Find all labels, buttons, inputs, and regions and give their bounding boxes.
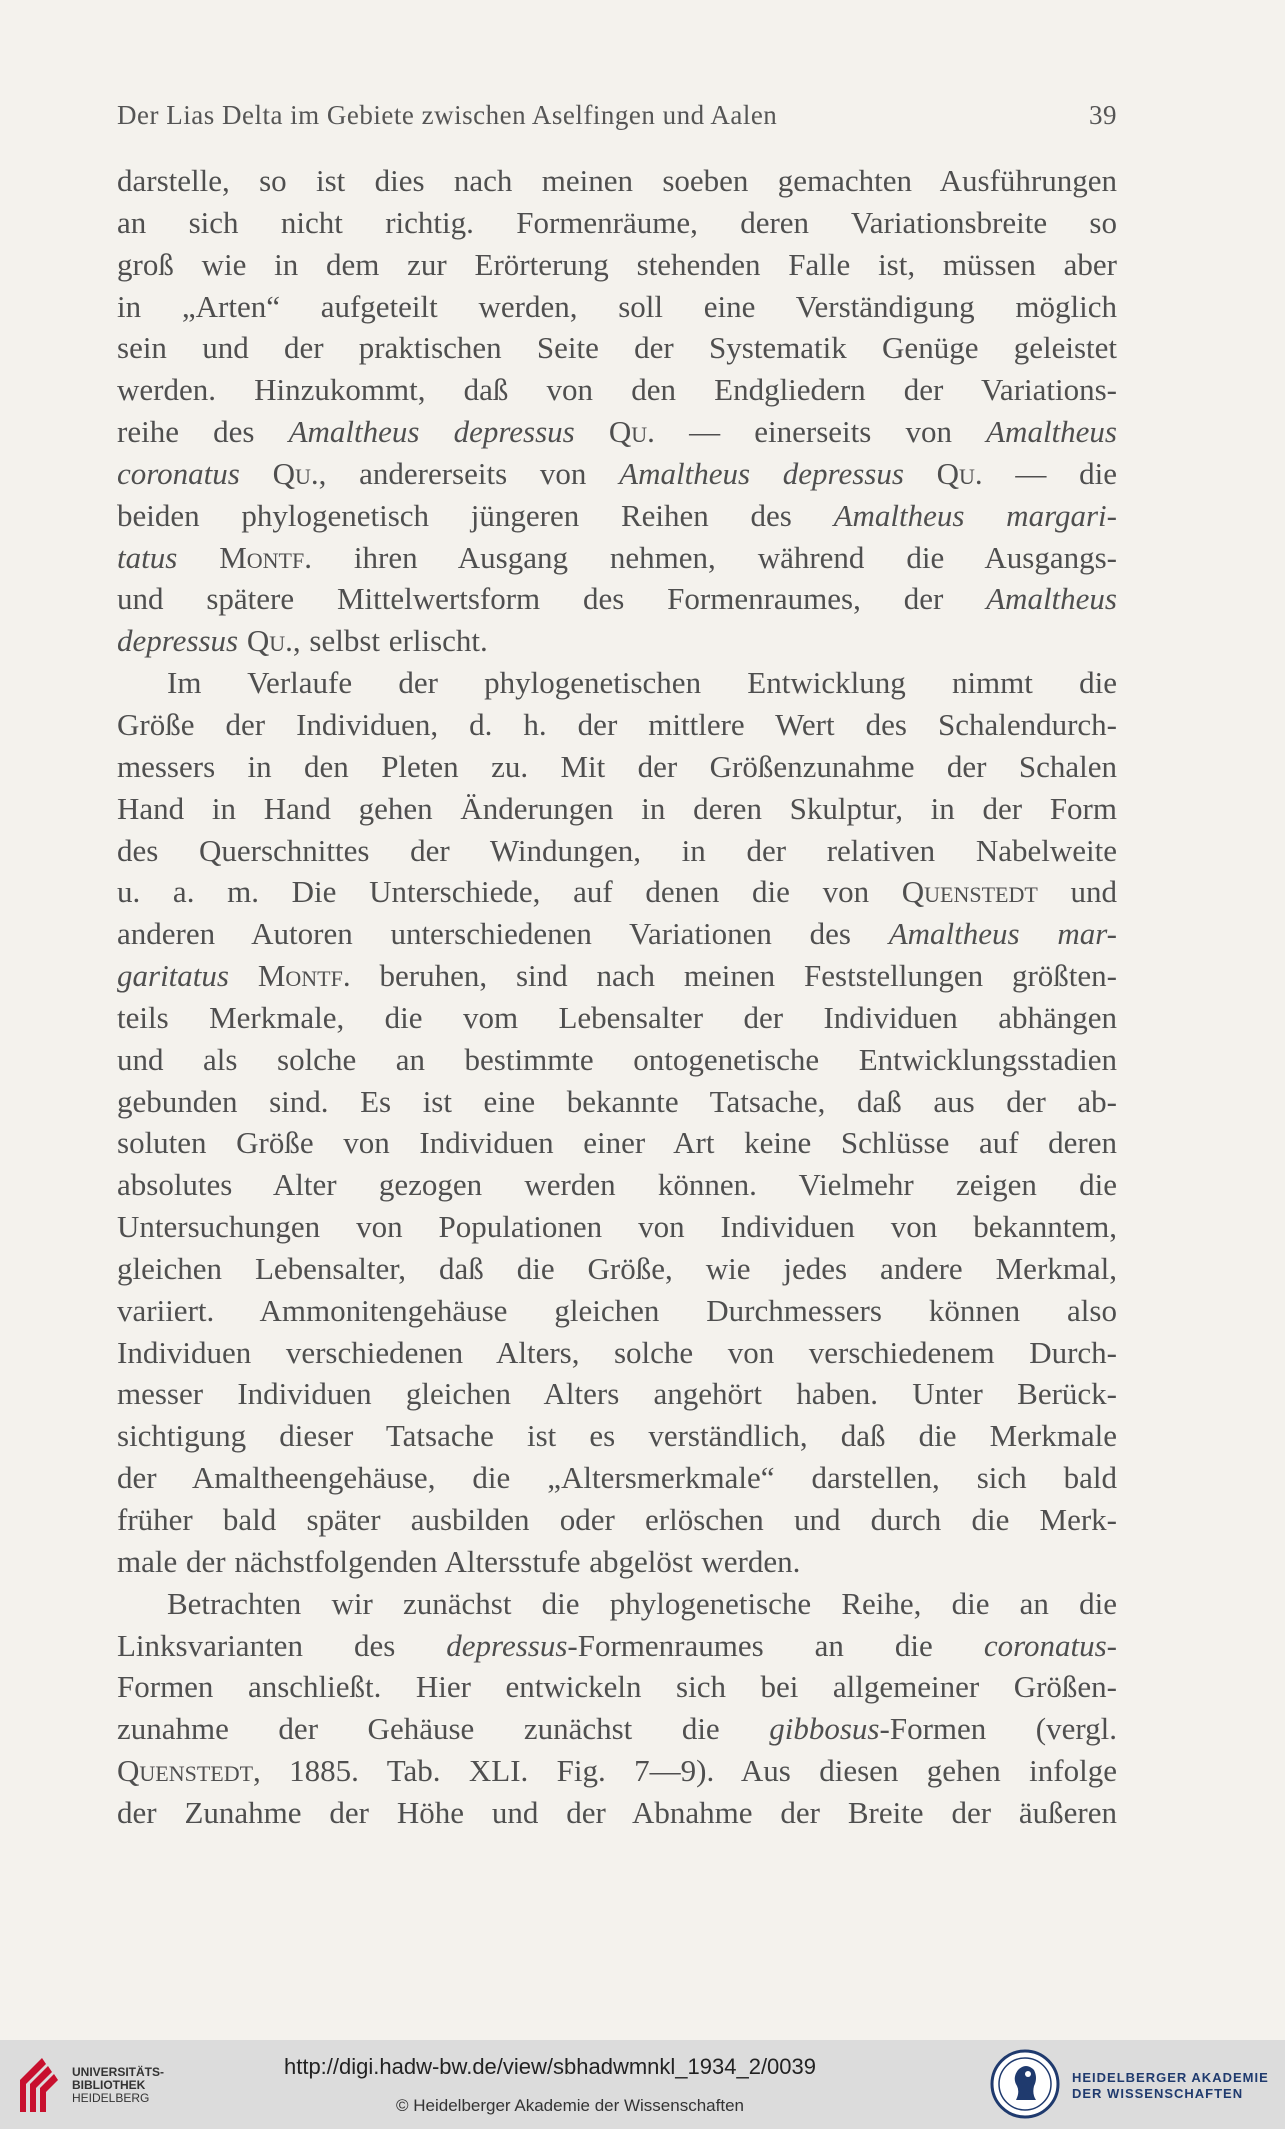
species-name: coronatus [983,1627,1107,1663]
text-line: sichtigung dieser Tatsache ist es verständlich, daß die Merkmale [117,1418,1117,1454]
species-name: garitatus [117,958,229,994]
species-name: Amaltheus [986,581,1117,617]
text-line: Individuen verschiedenen Alters, solche von verschiedenem Durch- [117,1334,1117,1370]
text-line: des Querschnittes der Windungen, in der relativen Nabelweite [117,832,1117,868]
text-line: Hand in Hand gehen Änderungen in deren Skulptur, in der Form [117,790,1117,826]
text-line: male der nächstfolgenden Altersstufe abgelöst werden. [117,1543,801,1579]
text-line: Untersuchungen von Populationen von Individuen von bekanntem, [117,1209,1117,1245]
running-head-title: Der Lias Delta im Gebiete zwischen Aselfingen und Aalen [117,100,778,130]
text-line: absolutes Alter gezogen werden können. Vielmehr zeigen die [117,1167,1117,1203]
academy-seal-icon [990,2048,1060,2120]
text-line: variiert. Ammonitengehäuse gleichen Durchmessers können also [117,1292,1117,1328]
text-line: soluten Größe von Individuen einer Art keine Schlüsse auf deren [117,1125,1117,1161]
text-line: Quenstedt, 1885. Tab. XLI. Fig. 7—9). Aus diesen gehen infolge [117,1753,1117,1789]
text-line: sein und der praktischen Seite der Systematik Genüge geleistet [117,330,1117,366]
author-abbrev: Qu. [246,623,293,659]
species-name: depressus [117,623,239,659]
text-line: darstelle, so ist dies nach meinen soeben gemachten Ausführungen [117,163,1117,198]
author-abbrev: Montf. [257,958,351,994]
species-name: coronatus [117,455,240,491]
text-line: anderen Autoren unterschiedenen Variationen des Amaltheus mar- [117,916,1117,952]
author-abbrev: Montf. [219,539,312,575]
species-name: Amaltheus [986,414,1117,450]
page-number: 39 [1089,100,1117,130]
text-line: früher bald später ausbilden oder erlöschen und durch die Merk- [117,1502,1117,1537]
viewer-footer [0,2040,1285,2129]
text-line: gebunden sind. Es ist eine bekannte Tatsache, daß aus der ab- [117,1083,1117,1119]
text-line: Betrachten wir zunächst die phylogenetische Reihe, die an die [167,1585,1117,1621]
text-line: messers in den Pleten zu. Mit der Größenzunahme der Schalen [117,748,1117,784]
author-abbrev: Qu. [608,414,655,450]
text-line: und als solche an bestimmte ontogenetische Entwicklungsstadien [117,1041,1117,1077]
body-text [117,160,1117,1834]
library-logo-icon [12,2054,64,2116]
text-line: beiden phylogenetisch jüngeren Reihen des Amaltheus margari- [117,497,1117,533]
text-line: teils Merkmale, die vom Lebensalter der Individuen abhängen [117,999,1117,1035]
text-line: Formen anschließt. Hier entwickeln sich bei allgemeiner Größen- [117,1669,1117,1705]
text-line: werden. Hinzukommt, daß von den Endgliedern der Variations- [117,372,1117,408]
permalink-url[interactable]: http://digi.hadw-bw.de/view/sbhadwmnkl_1934_2/0039 [283,2054,817,2079]
academy-logo[interactable] [990,2048,1280,2122]
text-line: der Amaltheengehäuse, die „Altersmerkmale“ darstellen, sich bald [117,1460,1117,1496]
text-line: depressus Qu., selbst erlischt. [117,623,488,659]
academy-name: HEIDELBERGER AKADEMIE DER WISSENSCHAFTEN [1072,2070,1269,2101]
author-abbrev: Qu. [936,455,983,491]
text-line: garitatus Montf. beruhen, sind nach meinen Feststellungen größten- [117,958,1117,994]
author-name: Quenstedt [117,1753,254,1789]
text-line: coronatus Qu., andererseits von Amaltheus depressus Qu. — die [117,455,1118,491]
text-line: der Zunahme der Höhe und der Abnahme der Breite der äußeren [117,1794,1117,1830]
text-line: reihe des Amaltheus depressus Qu. — einerseits von Amaltheus [117,414,1117,450]
species-name: Amaltheus margari- [833,497,1117,533]
text-line: u. a. m. Die Unterschiede, auf denen die von Quenstedt und [117,874,1117,910]
species-name: depressus [446,1627,568,1663]
species-name: Amaltheus depressus [619,455,904,491]
text-line: an sich nicht richtig. Formenräume, deren Variationsbreite so [117,204,1117,240]
species-name: gibbosus [769,1711,880,1747]
author-name: Quenstedt [901,874,1038,910]
author-abbrev: Qu. [272,455,319,491]
species-name: Amaltheus mar- [888,916,1117,952]
text-line: messer Individuen gleichen Alters angehört haben. Unter Berück- [117,1376,1117,1412]
text-line: tatus Montf. ihren Ausgang nehmen, während die Ausgangs- [117,539,1118,575]
library-name: UNIVERSITÄTS- BIBLIOTHEK HEIDELBERG [72,2065,165,2105]
university-library-logo[interactable] [12,2054,172,2116]
species-name: Amaltheus depressus [288,414,575,450]
text-line: Linksvarianten des depressus-Formenraumes an die coronatus- [117,1627,1117,1663]
text-line: groß wie in dem zur Erörterung stehenden Falle ist, müssen aber [117,246,1117,282]
text-line: gleichen Lebensalter, daß die Größe, wie jedes andere Merkmal, [117,1250,1117,1286]
text-line: Größe der Individuen, d. h. der mittlere Wert des Schalendurch- [117,706,1117,742]
text-line: und spätere Mittelwertsform des Formenraumes, der Amaltheus [117,581,1117,617]
text-line: Im Verlaufe der phylogenetischen Entwicklung nimmt die [167,665,1117,701]
text-line: in „Arten“ aufgeteilt werden, soll eine Verständigung möglich [117,288,1117,324]
copyright-notice: © Heidelberger Akademie der Wissenschaften [396,2096,744,2115]
species-name: tatus [117,539,178,575]
text-line: zunahme der Gehäuse zunächst die gibbosus-Formen (vergl. [117,1711,1118,1747]
